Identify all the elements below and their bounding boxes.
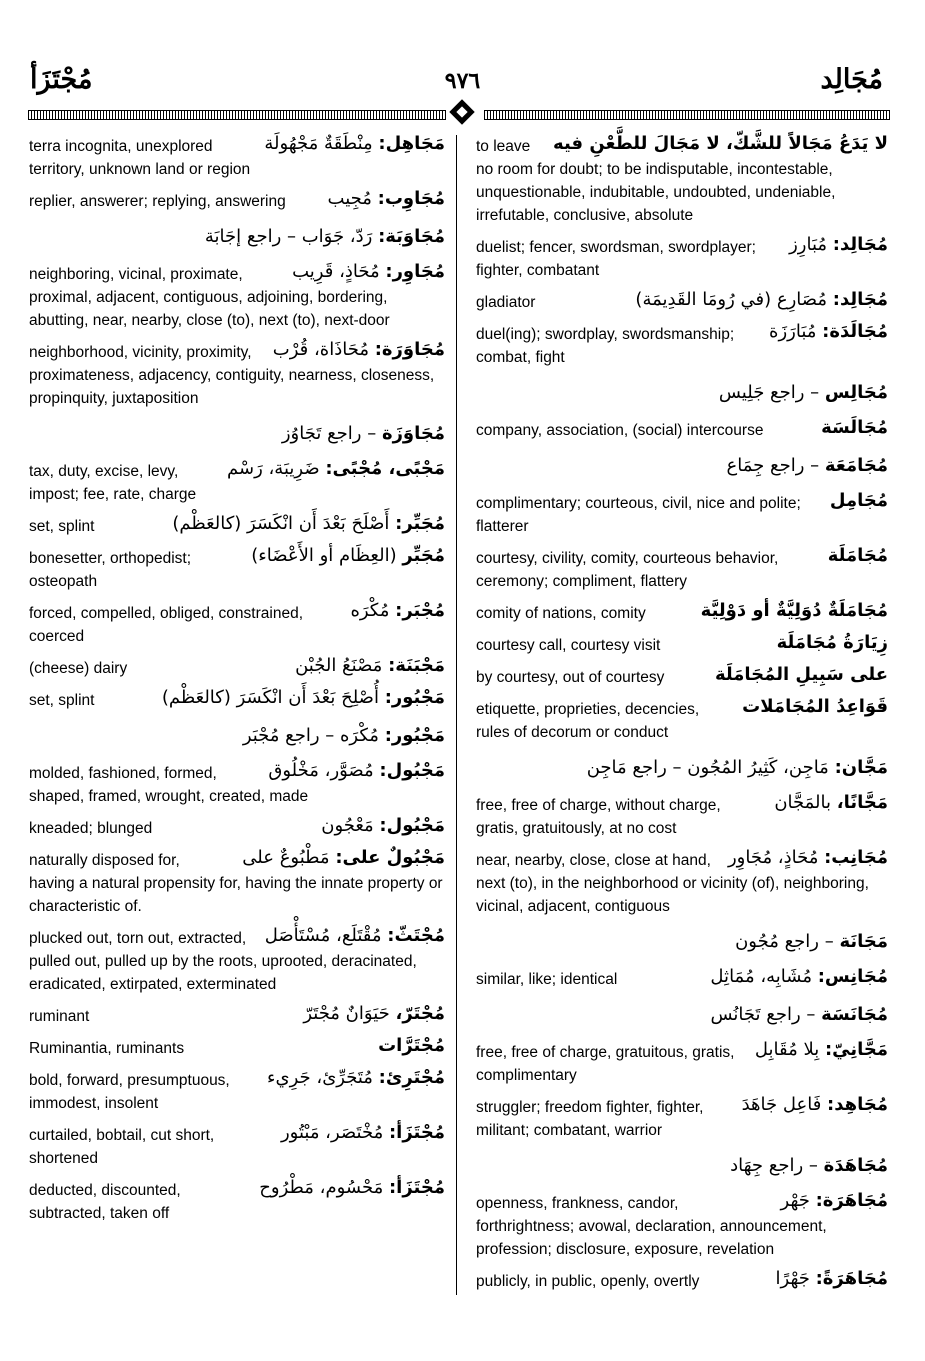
arabic-gloss: مُصَوَّر، مَخْلُوق — [268, 760, 374, 781]
dictionary-entry — [476, 1192, 888, 1261]
headword: مُجَالَسَة — [821, 417, 888, 438]
headword: مَجْبُول: — [379, 815, 445, 836]
arabic-gloss: – راجع جَلِيس — [718, 382, 820, 403]
english-definition: curtailed, bobtail, cut short, shortened — [29, 1127, 215, 1167]
arabic-headword — [259, 921, 445, 951]
dictionary-entry — [476, 753, 888, 785]
dictionary-entry — [29, 762, 445, 808]
english-definition: struggler; freedom fighter, fighter, militant; combatant, warrior — [476, 1099, 704, 1139]
arabic-gloss: مُحَاذَاة، قُرْب — [272, 339, 369, 360]
right-column — [476, 135, 888, 1302]
dictionary-entry — [29, 849, 445, 918]
arabic-headword — [261, 1063, 445, 1093]
english-definition: forced, compelled, obliged, constrained, coerced — [29, 605, 303, 645]
arabic-gloss: بالمَجَّان — [774, 792, 832, 813]
dictionary-entry — [29, 341, 445, 410]
arabic-gloss: جَهْرًا — [775, 1268, 810, 1289]
page-number: ٩٧٦ — [444, 68, 481, 94]
arabic-headword — [695, 596, 888, 626]
headword: مَجَانَة — [839, 931, 888, 952]
arabic-gloss: مُحَاذٍ، مُجَاوِر — [727, 847, 819, 868]
headword: مُجَاوِب: — [377, 188, 445, 209]
english-definition: bonesetter, orthopedist; osteopath — [29, 550, 192, 590]
dictionary-entry — [29, 721, 445, 753]
dictionary-entry — [29, 927, 445, 996]
arabic-headword — [276, 419, 445, 449]
arabic-headword — [722, 843, 888, 873]
arabic-gloss: مُكْرَه – راجع مُجْبَر — [242, 725, 379, 746]
headword: مَجْبُولٌ على: — [335, 847, 445, 868]
english-definition: publicly, in public, openly, overtly — [476, 1273, 700, 1290]
arabic-gloss: ضَرِيبَة، رَسْم — [227, 458, 320, 479]
dictionary-entry — [476, 666, 888, 689]
dictionary-entry — [476, 927, 888, 959]
arabic-gloss: مَصْنَعُ الجُبْن — [295, 655, 383, 676]
english-definition: openness, frankness, candor, forthrightness; avowal, declaration, announcement, profession; disclosure, exposure, revelation — [476, 1195, 827, 1258]
arabic-headword — [629, 285, 888, 315]
arabic-headword — [547, 129, 888, 159]
arabic-headword — [258, 129, 445, 159]
headword: قَوَاعِدُ المُجَامَلات — [742, 696, 888, 717]
dictionary-entry — [29, 190, 445, 213]
headword: مُجَاهِد: — [827, 1094, 888, 1115]
dictionary-entry — [29, 1005, 445, 1028]
headword: مُجَاهَدَة — [823, 1155, 888, 1176]
dictionary-entry — [29, 1069, 445, 1115]
arabic-headword — [156, 683, 445, 713]
arabic-gloss: مَاجِن، كَثِيرُ المُجُون – راجع مَاجِن — [586, 757, 829, 778]
headword: مُجَانِس: — [817, 966, 888, 987]
arabic-gloss: – راجع تَجَاوُز — [281, 423, 377, 444]
dictionary-entry — [29, 135, 445, 181]
dictionary-entry — [29, 657, 445, 680]
dictionary-entry — [476, 419, 888, 442]
dictionary-entry — [476, 1151, 888, 1183]
headword: مُجَامَلَةٌ دُوَلِيَّةٌ أو دَوْلِيَّة — [700, 600, 888, 621]
headword: مُجَامَعَة — [824, 455, 888, 476]
arabic-headword — [724, 1151, 888, 1181]
arabic-headword — [822, 541, 888, 571]
arabic-gloss: فَاعِل جَاهَدَ — [741, 1094, 822, 1115]
arabic-headword — [286, 257, 445, 287]
arabic-gloss: مُصَارِع (في رُومَا القَدِيمَة) — [635, 289, 828, 310]
english-definition: terra incognita, unexplored territory, unknown land or region — [29, 138, 251, 178]
english-definition: bold, forward, presumptuous, immodest, insolent — [29, 1072, 230, 1112]
arabic-gloss: مُبَارَزَة — [769, 321, 817, 342]
running-head-right: مُجَالِد — [820, 64, 883, 95]
arabic-gloss: مُقْتَلَع، مُسْتَأْصَل — [264, 925, 382, 946]
arabic-gloss: مُخْتَصَر، مَبْتُور — [280, 1122, 384, 1143]
arabic-headword — [297, 999, 445, 1029]
headword: على سَبِيلِ المُجَامَلَة — [715, 664, 888, 685]
headword: مُجْبَر: — [395, 600, 445, 621]
english-definition: set, splint — [29, 692, 95, 709]
arabic-gloss: حَيَوَانٌ مُجْتَرّ — [303, 1003, 390, 1024]
arabic-gloss: مِنْطَقَةٌ مَجْهُولَة — [264, 133, 373, 154]
arabic-gloss: مُحَاذٍ، قَرِيب — [292, 261, 380, 282]
dictionary-entry — [29, 222, 445, 254]
arabic-headword — [236, 843, 445, 873]
english-definition: courtesy, civility, comity, courteous behavior, ceremony; compliment, flattery — [476, 550, 779, 590]
dictionary-entry — [29, 602, 445, 648]
dictionary-entry — [476, 547, 888, 593]
headword: مَجْبًى، مُجْبًى: — [325, 458, 445, 479]
english-definition: comity of nations, comity — [476, 605, 646, 622]
headword: مَجْبُور: — [384, 725, 445, 746]
dictionary-entry — [29, 1124, 445, 1170]
english-definition: set, splint — [29, 518, 95, 535]
arabic-headword — [763, 317, 888, 347]
english-definition: gladiator — [476, 294, 536, 311]
english-definition: plucked out, torn out, extracted, pulled out, pulled up by the roots, uprooted, deracinated, eradicated, extirpated, exterminated — [29, 930, 417, 993]
headword: زِيَارَةُ مُجَامَلَة — [776, 632, 888, 653]
headword: مُجْتَزَأ: — [388, 1122, 445, 1143]
arabic-gloss: مُجِيب — [327, 188, 372, 209]
headword: مُجَانِب: — [824, 847, 888, 868]
english-definition: duelist; fencer, swordsman, swordplayer; fighter, combatant — [476, 239, 756, 279]
arabic-headword — [775, 1186, 888, 1216]
headword: مُجَبِّر: — [395, 513, 445, 534]
headword: مُجَاوَبَة: — [378, 226, 445, 247]
english-definition: free, free of charge, without charge, gratis, gratuitously, at no cost — [476, 797, 721, 837]
arabic-headword — [289, 651, 445, 681]
headword: مُجَاوَزَة — [381, 423, 445, 444]
headword: مَجَّانِيّ: — [824, 1039, 888, 1060]
arabic-headword — [245, 541, 445, 571]
dictionary-entry — [29, 1179, 445, 1225]
dictionary-entry — [476, 1096, 888, 1142]
english-definition: courtesy call, courtesy visit — [476, 637, 661, 654]
running-head-left: مُجْتَزَأ — [30, 64, 93, 95]
headword: مُجْتَثّ: — [387, 925, 445, 946]
arabic-headword — [709, 660, 888, 690]
headword: مُجَالِد: — [832, 289, 888, 310]
dictionary-entry — [476, 236, 888, 282]
dictionary-entry — [476, 291, 888, 314]
arabic-headword — [372, 1031, 445, 1061]
english-definition: replier, answerer; replying, answering — [29, 193, 286, 210]
arabic-headword — [713, 378, 888, 408]
arabic-gloss: مُبَارِز — [789, 234, 828, 255]
arabic-gloss: أُصْلِحَ بَعْدَ أَن انْكَسَرَ (كالعَظْم) — [161, 687, 379, 708]
header-rule-right — [484, 110, 890, 120]
arabic-headword — [253, 1173, 445, 1203]
arabic-headword — [783, 230, 888, 260]
arabic-headword — [262, 756, 445, 786]
dictionary-entry — [476, 698, 888, 744]
english-definition: Ruminantia, ruminants — [29, 1040, 185, 1057]
headword: مُجَالِس — [824, 382, 888, 403]
dictionary-entry — [29, 263, 445, 332]
arabic-headword — [275, 1118, 445, 1148]
english-definition: naturally disposed for, having a natural propensity for, having the innate property or characteristic of. — [29, 852, 443, 915]
arabic-headword — [581, 753, 888, 783]
arabic-headword — [729, 927, 888, 957]
english-definition: company, association, (social) intercourse — [476, 422, 764, 439]
arabic-gloss: رَدّ، جَوَاب – راجع إجَابَة — [204, 226, 373, 247]
headword: مُجَامِل — [829, 490, 888, 511]
dictionary-entry — [476, 1041, 888, 1087]
english-definition: free, free of charge, gratuitous, gratis, complimentary — [476, 1044, 735, 1084]
headword: لا يَدَعُ مَجَالاً للشَّكّ، لا مَجَالَ للطَّعْنِ فيه — [553, 133, 888, 154]
dictionary-entry — [476, 492, 888, 538]
english-definition: tax, duty, excise, levy, impost; fee, rate, charge — [29, 463, 197, 503]
arabic-gloss: – راجع جِمَاع — [726, 455, 820, 476]
dictionary-entry — [476, 794, 888, 840]
arabic-headword — [771, 628, 888, 658]
english-definition: duel(ing); swordplay, swordsmanship; combat, fight — [476, 326, 735, 366]
arabic-headword — [221, 454, 445, 484]
dictionary-entry — [476, 378, 888, 410]
arabic-headword — [704, 962, 888, 992]
dictionary-entry — [476, 602, 888, 625]
arabic-gloss: (العِظَام أو الأَعْضَاء) — [251, 545, 397, 566]
arabic-gloss: مَحْسُوم، مَطْرُوح — [259, 1177, 384, 1198]
english-definition: (cheese) dairy — [29, 660, 128, 677]
arabic-headword — [199, 222, 445, 252]
headword: مَجْبُول: — [379, 760, 445, 781]
headword: مَجَّان: — [834, 757, 888, 778]
arabic-gloss: – راجع جِهَاد — [730, 1155, 818, 1176]
dictionary-entry — [476, 968, 888, 991]
arabic-headword — [704, 1000, 888, 1030]
column-divider — [456, 135, 457, 1295]
english-definition: deducted, discounted, subtracted, taken off — [29, 1182, 181, 1222]
headword: مُجَالِد: — [832, 234, 888, 255]
headword: مُجْتَرّ، — [395, 1003, 445, 1024]
arabic-headword — [267, 335, 445, 365]
header-rule-left — [28, 110, 446, 120]
arabic-headword — [166, 509, 445, 539]
arabic-headword — [322, 184, 445, 214]
english-definition: ruminant — [29, 1008, 90, 1025]
english-definition: kneaded; blunged — [29, 820, 153, 837]
diamond-ornament-icon — [449, 99, 474, 124]
english-definition: etiquette, proprieties, decencies, rules of decorum or conduct — [476, 701, 700, 741]
dictionary-entry — [29, 460, 445, 506]
arabic-headword — [721, 451, 888, 481]
dictionary-entry — [476, 1000, 888, 1032]
left-column — [29, 135, 445, 1234]
dictionary-entry — [29, 419, 445, 451]
headword: مُجَاهَرَةً: — [815, 1268, 888, 1289]
headword: مُجْتَرَّات — [378, 1035, 445, 1056]
headword: مُجَاوِر: — [385, 261, 445, 282]
headword: مُجَالَدَة: — [822, 321, 888, 342]
english-definition: by courtesy, out of courtesy — [476, 669, 665, 686]
headword: مُجْتَزَأ: — [388, 1177, 445, 1198]
arabic-headword — [237, 721, 445, 751]
headword: مَجَاهِل: — [378, 133, 445, 154]
arabic-gloss: بِلا مُقَابِل — [754, 1039, 820, 1060]
headword: مُجْتَرِئ: — [378, 1067, 445, 1088]
english-definition: to leave no room for doubt; to be indisputable, incontestable, unquestionable, indubitable, undoubted, undeniable, irrefutable, conclusive, absolute — [476, 138, 836, 224]
dictionary-entry — [476, 1270, 888, 1293]
english-definition: neighboring, vicinal, proximate, proximal, adjacent, contiguous, adjoining, bordering, abutting, near, nearby, close (to), next (to), next-door — [29, 266, 390, 329]
dictionary-entry — [476, 849, 888, 918]
headword: مُجَاوَرَة: — [374, 339, 445, 360]
headword: مَجَّانًا، — [836, 792, 888, 813]
dictionary-entry — [476, 451, 888, 483]
arabic-headword — [824, 486, 888, 516]
arabic-gloss: مَطْبُوعٌ على — [242, 847, 330, 868]
arabic-gloss: مُشَابِه، مُمَاثِل — [710, 966, 812, 987]
arabic-gloss: جَهْر — [780, 1190, 810, 1211]
dictionary-entry — [476, 323, 888, 369]
arabic-headword — [815, 413, 888, 443]
dictionary-entry — [476, 634, 888, 657]
headword: مُجَامَلَة — [827, 545, 888, 566]
english-definition: near, nearby, close, close at hand, next (to), in the neighborhood or vicinity (of), neighboring, vicinal, adjacent, contiguous — [476, 852, 869, 915]
arabic-headword — [315, 811, 445, 841]
arabic-gloss: – راجع تَجَانُس — [710, 1004, 816, 1025]
arabic-gloss: أَصْلَحَ بَعْدَ أَن انْكَسَرَ (كالعَظْم) — [172, 513, 390, 534]
arabic-gloss: مُكْرَه — [350, 600, 390, 621]
english-definition: complimentary; courteous, civil, nice and polite; flatterer — [476, 495, 801, 535]
arabic-gloss: مُتَجَرِّئ، جَرِيء — [267, 1067, 373, 1088]
headword: مُجَانَسَة — [821, 1004, 888, 1025]
arabic-headword — [736, 1090, 888, 1120]
dictionary-entry — [29, 1037, 445, 1060]
arabic-headword — [749, 1035, 888, 1065]
english-definition: similar, like; identical — [476, 971, 618, 988]
arabic-headword — [770, 1264, 888, 1294]
headword: مُجَاهَرَة: — [815, 1190, 888, 1211]
dictionary-entry — [476, 135, 888, 227]
arabic-headword — [768, 788, 888, 818]
arabic-gloss: مَعْجُون — [321, 815, 374, 836]
dictionary-entry — [29, 515, 445, 538]
arabic-gloss: – راجع مُجُون — [735, 931, 834, 952]
english-definition: molded, fashioned, formed, shaped, framed, wrought, created, made — [29, 765, 309, 805]
arabic-headword — [344, 596, 445, 626]
dictionary-entry — [29, 689, 445, 712]
dictionary-entry — [29, 547, 445, 593]
headword: مَجْبَنَة: — [388, 655, 445, 676]
dictionary-entry — [29, 817, 445, 840]
headword: مَجْبُور: — [384, 687, 445, 708]
arabic-headword — [736, 692, 888, 722]
headword: مُجَبِّر — [402, 545, 445, 566]
english-definition: neighborhood, vicinity, proximity, proximateness, adjacency, contiguity, nearness, closeness, propinquity, juxtaposition — [29, 344, 435, 407]
